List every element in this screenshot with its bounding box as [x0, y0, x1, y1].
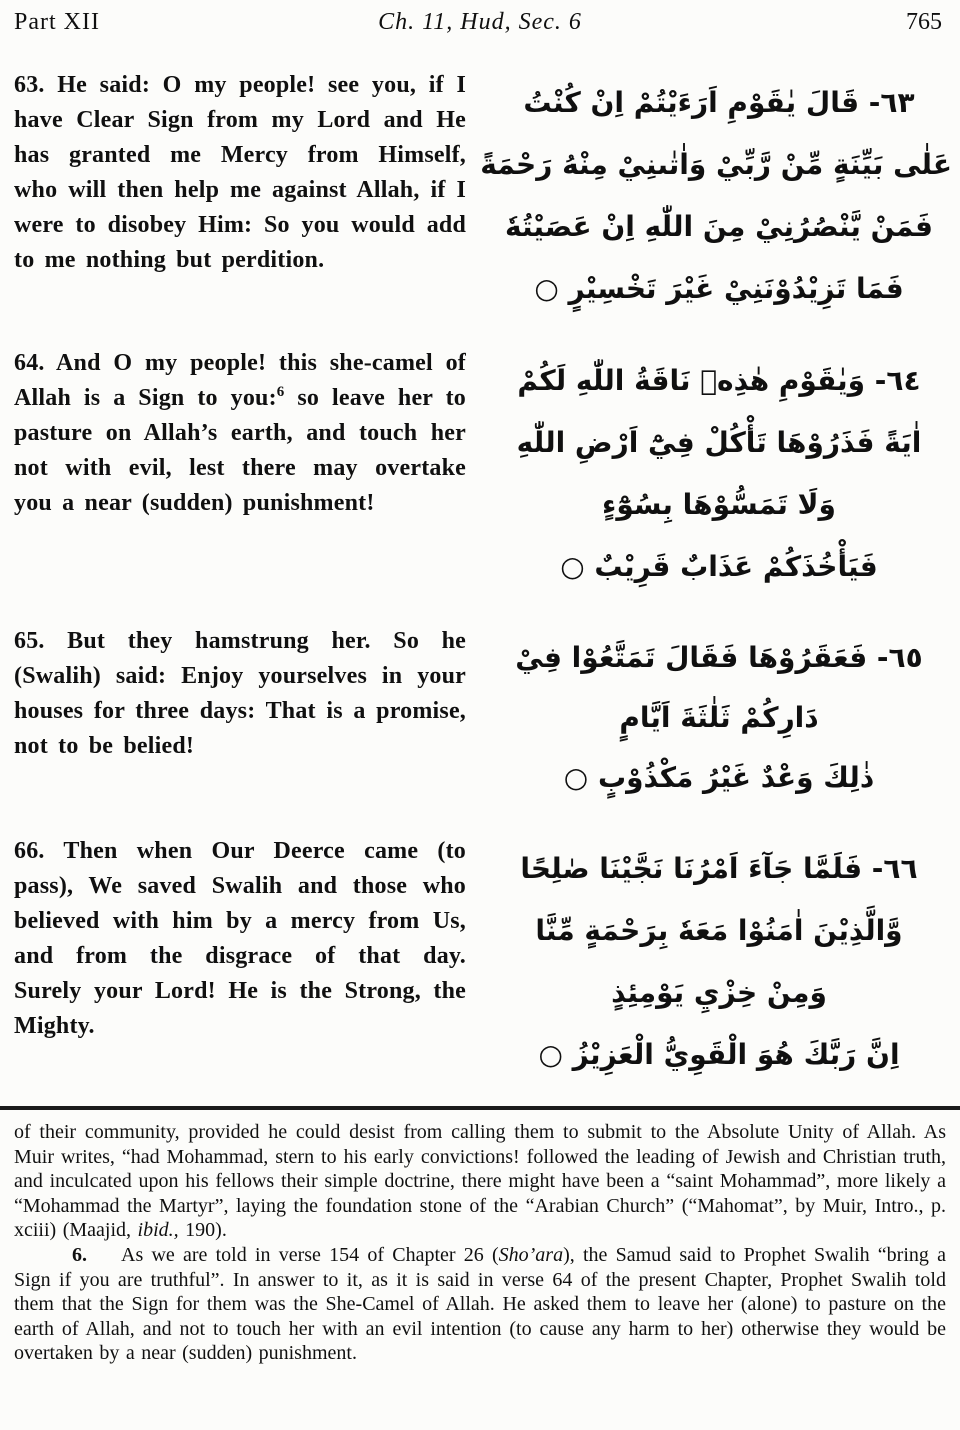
verse-66-english: 66. Then when Our Deerce came (to pass), We saved Swalih and those who believed with him by a mercy from Us, and from the disgrace of that day. Surely your Lord! He is the Strong, the Mighty.: [14, 838, 466, 1039]
arabic-line: فَيَأْخُذَكُمْ عَذَابٌ قَرِيْبٌ ○: [560, 550, 878, 583]
verse-64-english: [14, 346, 466, 521]
chapter-title: Ch. 11, Hud, Sec. 6: [378, 9, 582, 35]
verse-63-english: 63. He said: O my people! see you, if I have Clear Sign from my Lord and He has granted me Mercy from Himself, who will then help me against Allah, if I were to disobey Him: So you would add to me nothing but perdition.: [14, 72, 466, 273]
footnote-divider: [0, 1106, 960, 1110]
part-label: Part XII: [14, 9, 100, 35]
footnote-continuation-text: of their community, provided he could desist from calling them to submit to the Absolute Unity of Allah. As Muir writes, “had Mohammad, stern to his early convictions! followed the leading of Jewish and Christian truth, and inculcated upon his fellows their simple doctrine, there might have been a “saint Mohammad”, more likely a “Mohammad the Martyr”, laying the foundation stone of the “Arabian Church” (“Mahomat”, by Muir, Intro., p. xciii) (Maajid,: [14, 1121, 946, 1242]
footnote-continuation-text-end: 190).: [178, 1219, 227, 1242]
page-number: 765: [906, 9, 942, 35]
arabic-line: اٰيَةً فَذَرُوْهَا تَأْكُلْ فِيْٓ اَرْضِ اللّٰهِ: [516, 426, 922, 459]
verses-section: [0, 38, 960, 1086]
verse-64-english-text: 64. And O my people! this she-camel of Allah is a Sign to you:: [14, 350, 466, 411]
footnotes-section: [0, 1118, 960, 1366]
verse-64-english-text-cont: so leave her to pasture on Allah’s earth, and touch her not with evil, lest there may overtake you a near (sudden) punishment!: [14, 385, 466, 516]
arabic-line: وَمِنْ خِزْيِ يَوْمِئِذٍ: [611, 976, 827, 1009]
footnote-6-text: As we are told in verse 154 of Chapter 26 (: [121, 1243, 499, 1266]
arabic-line: فَمَا تَزِيْدُوْنَنِيْ غَيْرَ تَخْسِيْرٍ ○: [534, 272, 904, 305]
footnote-ref-6: 6: [276, 384, 285, 400]
footnote-continuation: [14, 1120, 946, 1243]
verse-63-arabic: [480, 68, 952, 320]
footnote-6-text-end: ), the Samud said to Prophet Swalih “bring a Sign if you are truthful”. In answer to it, as it is said in verse 64 of the present Chapter, Prophet Swalih told them that the Sign for them was the She-Camel of Allah. He asked them to leave her (alone) to pasture on the earth of Allah, and not to touch her with an evil intention (to cause any harm to her) otherwise they would be overtaken by a near (sudden) punishment.: [14, 1243, 946, 1365]
arabic-line: وَّالَّذِيْنَ اٰمَنُوْا مَعَهٗ بِرَحْمَةٍ مِّنَّا: [535, 914, 903, 947]
footnote-6-citation: Sho’ara: [498, 1243, 564, 1266]
verse-64-arabic: [486, 346, 952, 598]
footnote-6: [14, 1243, 946, 1366]
running-head: [0, 0, 960, 38]
arabic-line: دَارِكُمْ ثَلٰثَةَ اَيَّامٍ: [619, 701, 819, 734]
arabic-line: ٦٥- فَعَقَرُوْهَا فَقَالَ تَمَتَّعُوْا فِيْ: [515, 641, 923, 674]
verse-65-arabic: [486, 624, 952, 808]
arabic-line: وَلَا تَمَسُّوْهَا بِسُوْٓءٍ: [602, 488, 836, 521]
arabic-line: ٦٦- فَلَمَّا جَآءَ اَمْرُنَا نَجَّيْنَا صٰلِحًا: [520, 852, 918, 885]
arabic-line: اِنَّ رَبَّكَ هُوَ الْقَوِيُّ الْعَزِيْزُ ○: [538, 1038, 900, 1071]
verse-row-64: [14, 346, 952, 598]
arabic-line: فَمَنْ يَّنْصُرُنِيْ مِنَ اللّٰهِ اِنْ عَصَيْتُهٗ: [505, 210, 933, 243]
verse-66-arabic: [486, 834, 952, 1086]
verse-row-63: [14, 68, 952, 320]
arabic-line: ذٰلِكَ وَعْدٌ غَيْرُ مَكْذُوْبٍ ○: [563, 761, 875, 794]
arabic-line: ٦٣- قَالَ يٰقَوْمِ اَرَءَيْتُمْ اِنْ كُنْتُ: [523, 86, 915, 119]
arabic-line: عَلٰى بَيِّنَةٍ مِّنْ رَّبِّيْ وَاٰتٰىنِيْ مِنْهُ رَحْمَةً: [480, 148, 952, 181]
verse-row-66: [14, 834, 952, 1086]
verse-row-65: [14, 624, 952, 808]
arabic-line: ٦٤- وَيٰقَوْمِ هٰذِهٖ نَاقَةُ اللّٰهِ لَكُمْ: [517, 364, 921, 397]
footnote-6-marker: 6.: [72, 1243, 87, 1266]
footnote-continuation-citation: ibid.,: [137, 1219, 179, 1242]
verse-65-english: 65. But they hamstrung her. So he (Swalih) said: Enjoy yourselves in your houses for three days: That is a promise, not to be belied!: [14, 628, 466, 759]
